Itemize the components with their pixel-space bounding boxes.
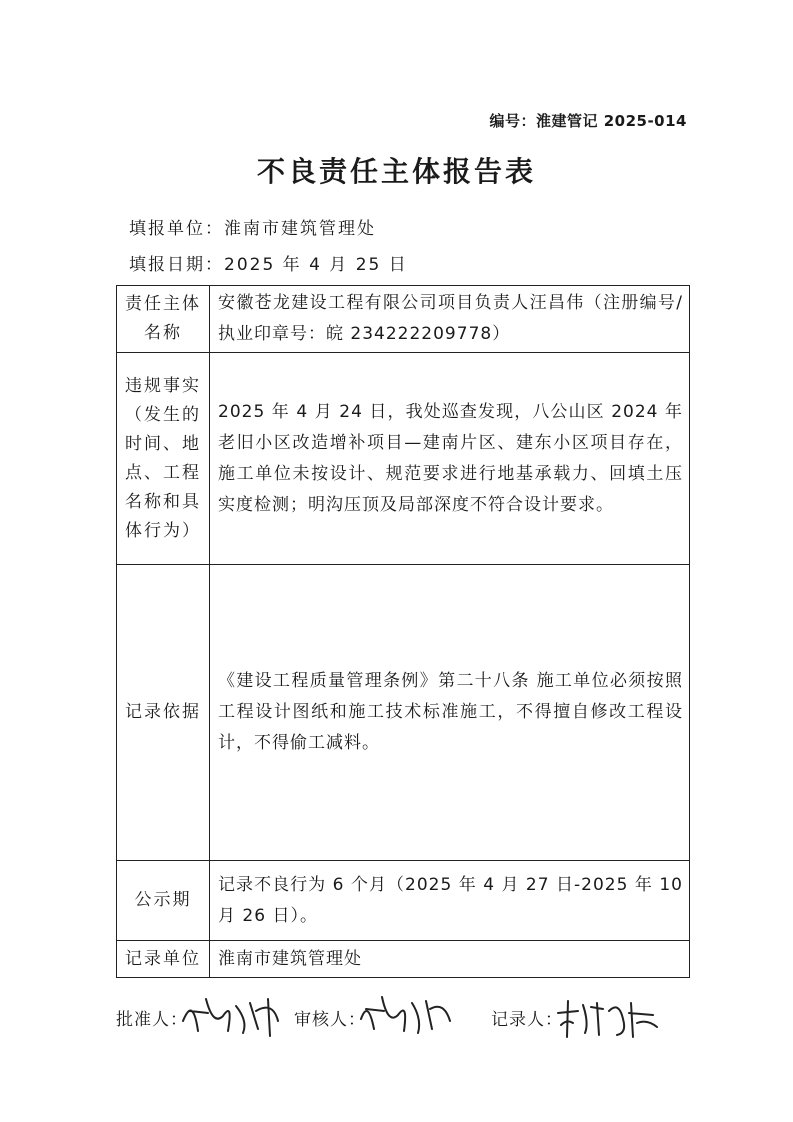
table-row xyxy=(117,565,690,861)
report-table xyxy=(116,285,690,978)
page-title: 不良责任主体报告表 xyxy=(256,155,536,188)
recorder xyxy=(491,1005,563,1030)
row-content-violation: 2025 年 4 月 24 日，我处巡查发现，八公山区 2024 年老旧小区改造增补项目—建南片区、建东小区项目存在，施工单位未按设计、规范要求进行地基承载力、回填土压实度检测；明沟压顶及局部深度不符合设计要求。 xyxy=(210,353,690,565)
row-content-recording-unit: 淮南市建筑管理处 xyxy=(210,941,690,978)
table-row xyxy=(117,286,690,353)
row-content-entity: 安徽苍龙建设工程有限公司项目负责人汪昌伟（注册编号/执业印章号：皖 234222209778） xyxy=(210,286,690,353)
signature-row xyxy=(116,1000,690,1060)
table-row xyxy=(117,861,690,941)
row-label-basis: 记录依据 xyxy=(117,565,210,861)
row-content-basis: 《建设工程质量管理条例》第二十八条 施工单位必须按照工程设计图纸和施工技术标准施工，不得擅自修改工程设计，不得偷工减料。 xyxy=(210,565,690,861)
recorder-signature xyxy=(553,993,663,1043)
row-label-publicity: 公示期 xyxy=(117,861,210,941)
document-number: 编号：淮建管记 2025-014 xyxy=(489,112,687,130)
filing-unit: 填报单位：淮南市建筑管理处 xyxy=(129,219,376,239)
row-label-entity: 责任主体名称 xyxy=(117,286,210,353)
filing-date: 填报日期：2025 年 4 月 25 日 xyxy=(129,255,408,275)
approver-signature xyxy=(178,991,288,1041)
approver xyxy=(116,1005,188,1030)
table-row xyxy=(117,941,690,978)
reviewer xyxy=(294,1005,366,1030)
reviewer-signature xyxy=(356,991,456,1041)
row-label-violation: 违规事实（发生的时间、地点、工程名称和具体行为） xyxy=(117,353,210,565)
approver-label: 批准人： xyxy=(116,1010,188,1030)
table-row xyxy=(117,353,690,565)
recorder-label: 记录人： xyxy=(491,1010,563,1030)
reviewer-label: 审核人： xyxy=(294,1010,366,1030)
row-label-recording-unit: 记录单位 xyxy=(117,941,210,978)
row-content-publicity: 记录不良行为 6 个月（2025 年 4 月 27 日-2025 年 10 月 26 日）。 xyxy=(210,861,690,941)
